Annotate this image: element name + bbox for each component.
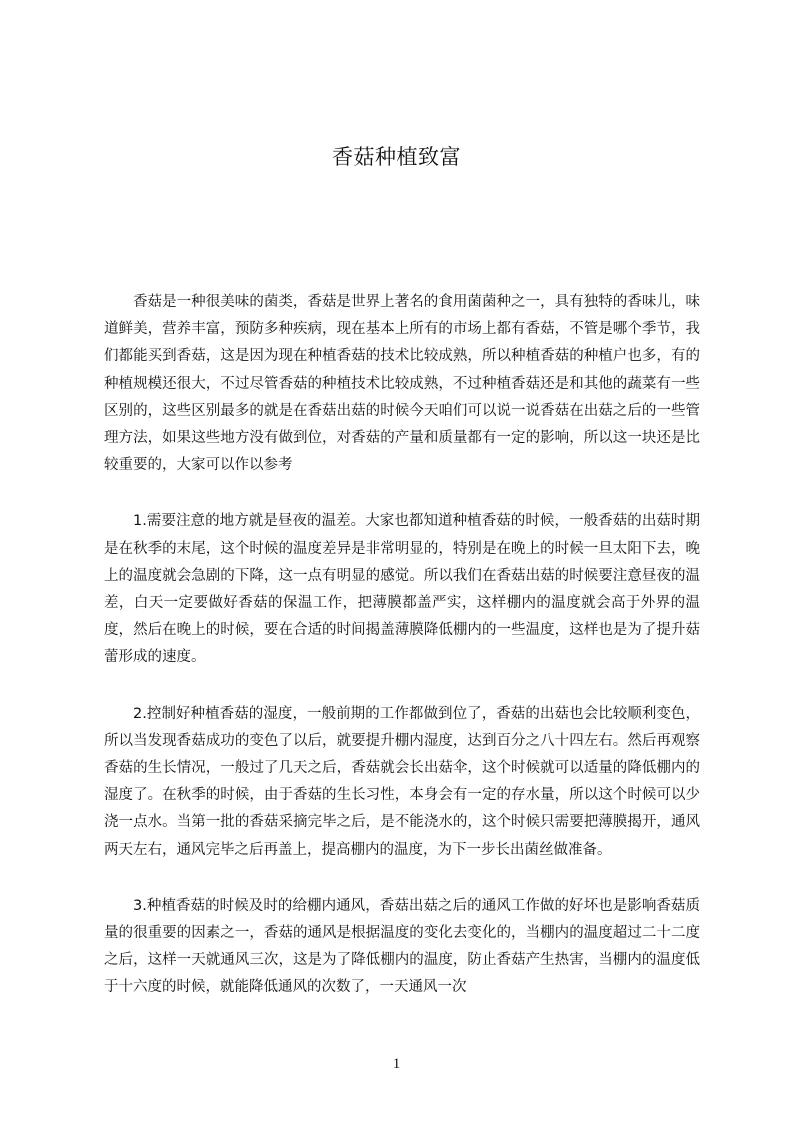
- document-title: 香菇种植致富: [332, 145, 461, 169]
- paragraph-humidity: 2.控制好种植香菇的湿度，一般前期的工作都做到位了，香菇的出菇也会比较顺利变色，所以当发现香菇成功的变色了以后，就要提升棚内湿度，达到百分之八十四左右。然后再观察香菇的生长情况，一般过了几天之后，香菇就会长出菇伞，这个时候就可以适量的降低棚内的湿度了。在秋季的时候，由于香菇的生长习性，本身会有一定的存水量，所以这个时候可以少浇一点水。当第一批的香菇采摘完毕之后，是不能浇水的，这个时候只需要把薄膜揭开，通风两天左右，通风完毕之后再盖上，提高棚内的温度，为下一步长出菌丝做准备。: [104, 705, 700, 858]
- document-body: [104, 289, 700, 1031]
- paragraph-ventilation: 3.种植香菇的时候及时的给棚内通风，香菇出菇之后的通风工作做的好坏也是影响香菇质量的很重要的因素之一，香菇的通风是根据温度的变化去变化的，当棚内的温度超过二十二度之后，这样一天就通风三次，这是为了降低棚内的温度，防止香菇产生热害，当棚内的温度低于十六度的时候，就能降低通风的次数了，一天通风一次: [104, 897, 700, 996]
- paragraph-temperature: 1.需要注意的地方就是昼夜的温差。大家也都知道种植香菇的时候，一般香菇的出菇时期是在秋季的末尾，这个时候的温度差异是非常明显的，特别是在晚上的时候一旦太阳下去，晚上的温度就会急剧的下降，这一点有明显的感觉。所以我们在香菇出菇的时候要注意昼夜的温差，白天一定要做好香菇的保温工作，把薄膜都盖严实，这样棚内的温度就会高于外界的温度，然后在晚上的时候，要在合适的时间揭盖薄膜降低棚内的一些温度，这样也是为了提升菇蕾形成的速度。: [104, 513, 700, 666]
- page-number: 1: [392, 1056, 401, 1072]
- paragraph-intro: 香菇是一种很美味的菌类，香菇是世界上著名的食用菌菌种之一，具有独特的香味儿，味道鲜美，营养丰富，预防多种疾病，现在基本上所有的市场上都有香菇，不管是哪个季节，我们都能买到香菇，这是因为现在种植香菇的技术比较成熟，所以种植香菇的种植户也多，有的种植规模还很大，不过尽管香菇的种植技术比较成熟，不过种植香菇还是和其他的蔬菜有一些区别的，这些区别最多的就是在香菇出菇的时候今天咱们可以说一说香菇在出菇之后的一些管理方法，如果这些地方没有做到位，对香菇的产量和质量都有一定的影响，所以这一块还是比较重要的，大家可以作以参考: [104, 294, 700, 474]
